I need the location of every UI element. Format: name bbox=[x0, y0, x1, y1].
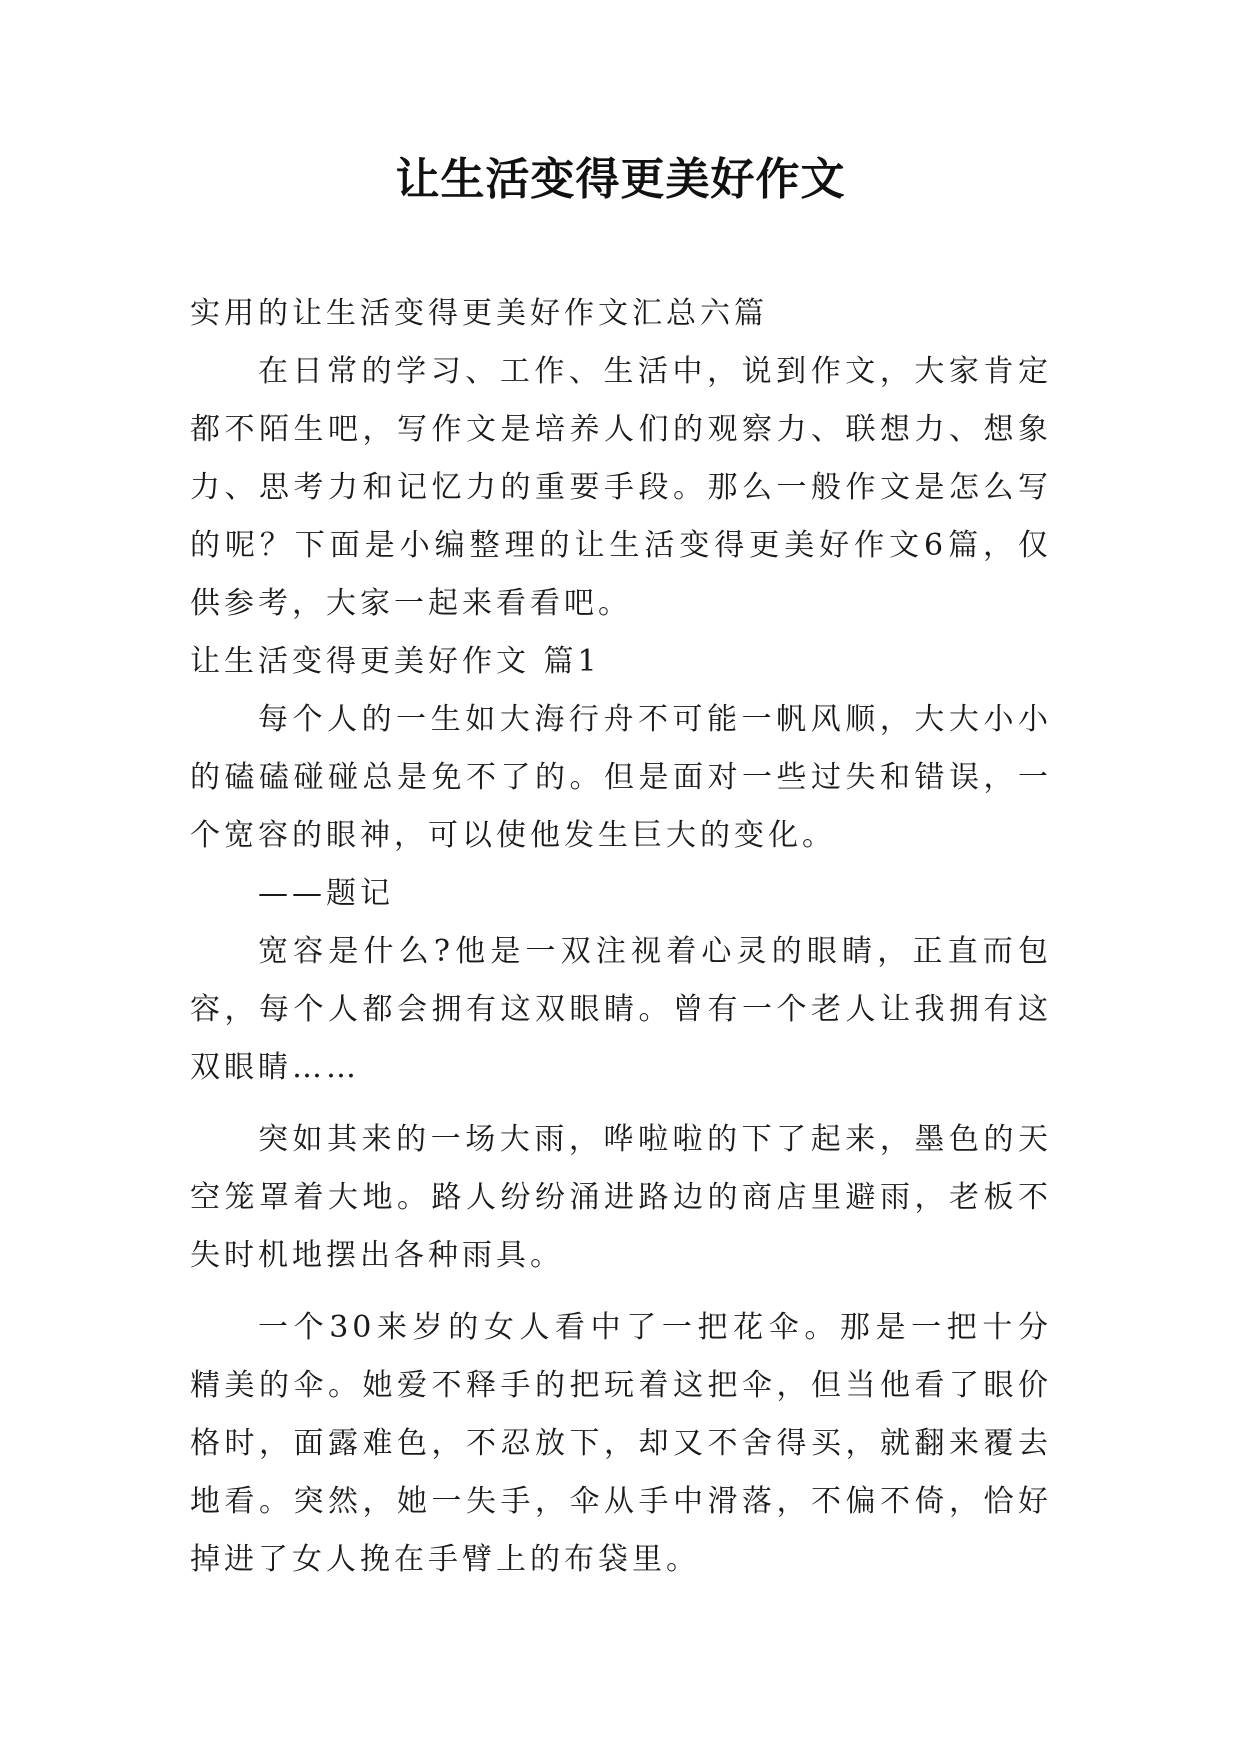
document-subtitle: 实用的让生活变得更美好作文汇总六篇 bbox=[190, 296, 768, 331]
body-paragraph: 一个30来岁的女人看中了一把花伞。那是一把十分精美的伞。她爱不释手的把玩着这把伞，但当他看了眼价格时，面露难色，不忍放下，却又不舍得买，就翻来覆去地看。突然，她一失手，伞从手中滑落，不偏不倚，恰好掉进了女人挽在手臂上的布袋里。 bbox=[190, 1310, 1052, 1577]
section-heading: 让生活变得更美好作文 篇1 bbox=[190, 644, 601, 679]
body-paragraph: 宽容是什么?他是一双注视着心灵的眼睛，正直而包容，每个人都会拥有这双眼睛。曾有一个老人让我拥有这双眼睛…… bbox=[190, 934, 1052, 1085]
intro-paragraph: 在日常的学习、工作、生活中，说到作文，大家肯定都不陌生吧，写作文是培养人们的观察力、联想力、想象力、思考力和记忆力的重要手段。那么一般作文是怎么写的呢？下面是小编整理的让生活变得更美好作文6篇，仅供参考，大家一起来看看吧。 bbox=[190, 354, 1052, 621]
body-paragraph: 突如其来的一场大雨，哗啦啦的下了起来，墨色的天空笼罩着大地。路人纷纷涌进路边的商店里避雨，老板不失时机地摆出各种雨具。 bbox=[190, 1122, 1052, 1273]
inscription-line: ——题记 bbox=[258, 876, 394, 911]
body-paragraph: 每个人的一生如大海行舟不可能一帆风顺，大大小小的磕磕碰碰总是免不了的。但是面对一些过失和错误，一个宽容的眼神，可以使他发生巨大的变化。 bbox=[190, 702, 1052, 853]
document-body bbox=[190, 285, 1052, 1589]
document-title: 让生活变得更美好作文 bbox=[395, 154, 846, 205]
